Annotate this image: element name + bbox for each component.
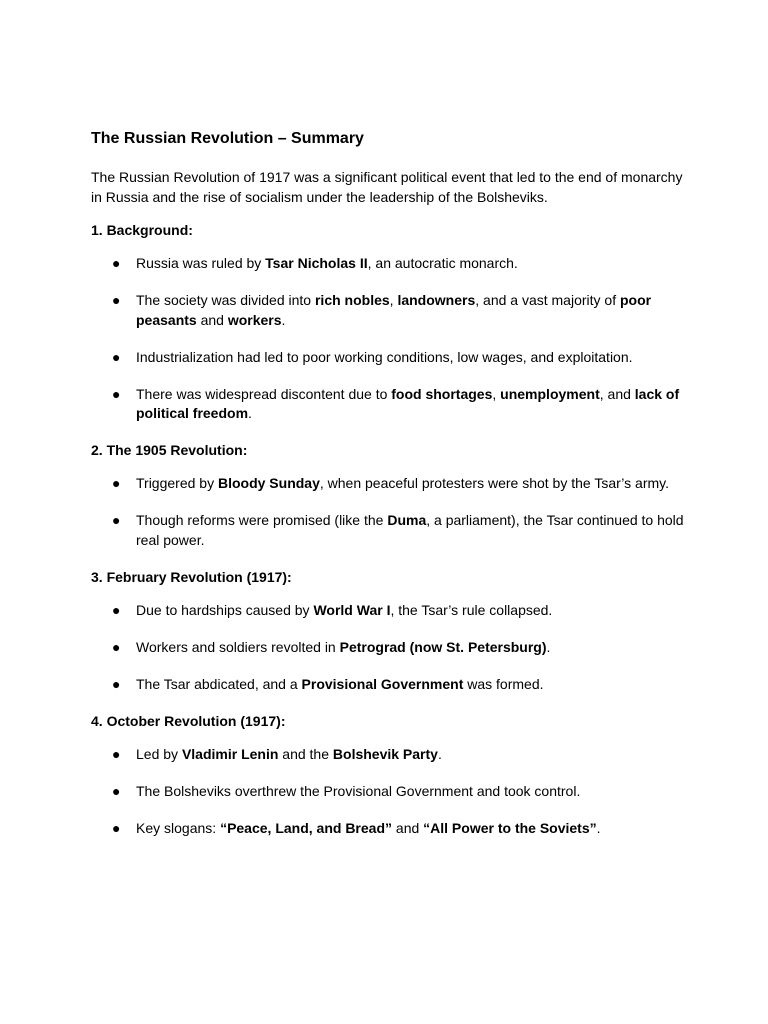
intro-paragraph: The Russian Revolution of 1917 was a significant political event that led to the end of monarchy in Russia and the rise of socialism under the leadership of the Bolsheviks.: [91, 169, 683, 205]
text-run: Key slogans:: [136, 819, 221, 836]
bold-text: poor peasants: [136, 292, 652, 328]
list-item: [91, 745, 691, 765]
section-heading: 1. Background:: [91, 222, 193, 238]
bold-text: rich nobles: [314, 292, 390, 308]
text-run: Industrialization had led to poor working conditions, low wages, and exploitation.: [136, 348, 633, 365]
bold-text: food shortages: [391, 385, 493, 402]
text-run: Workers and soldiers revolted in: [136, 638, 340, 655]
text-run: .: [248, 405, 252, 421]
text-run: The Tsar abdicated, and a: [136, 675, 302, 692]
section-heading: 2. The 1905 Revolution:: [91, 442, 248, 458]
bold-text: “All Power to the Soviets”: [423, 819, 597, 836]
bold-text: Petrograd (now St. Petersburg): [339, 638, 547, 655]
text-run: , when peaceful protesters were shot by the Tsar’s army.: [319, 475, 670, 491]
list-item: [91, 291, 691, 330]
text-run: There was widespread discontent due to: [136, 385, 392, 402]
bullet-list: [91, 601, 691, 695]
text-run: was formed.: [463, 675, 544, 692]
list-item: [91, 254, 691, 274]
text-run: Russia was ruled by: [136, 255, 266, 271]
bold-text: Bloody Sunday: [217, 475, 320, 491]
list-item: [91, 782, 691, 802]
bullet-list: [91, 474, 691, 550]
text-run: , the Tsar’s rule collapsed.: [390, 601, 553, 618]
sections-container: [91, 221, 691, 838]
text-run: Triggered by: [136, 475, 218, 491]
text-run: , an autocratic monarch.: [367, 255, 518, 271]
text-run: , and: [599, 385, 635, 402]
list-item: [91, 348, 691, 368]
text-run: and the: [278, 745, 333, 762]
text-run: The Bolsheviks overthrew the Provisional Government and took control.: [136, 782, 581, 799]
bullet-icon: ●: [112, 255, 121, 271]
bold-text: unemployment: [500, 385, 600, 402]
section-3: [91, 568, 691, 695]
text-run: Though reforms were promised (like the: [136, 512, 388, 528]
section-heading: 4. October Revolution (1917):: [91, 712, 286, 729]
bullet-icon: ●: [112, 782, 121, 799]
section-2: [91, 441, 691, 550]
list-item: [91, 638, 691, 658]
text-run: Led by: [136, 745, 182, 762]
list-item: [91, 511, 691, 550]
bold-text: Provisional Government: [301, 675, 464, 692]
text-run: The society was divided into: [136, 292, 315, 308]
bold-text: Tsar Nicholas II: [265, 255, 368, 271]
bullet-icon: ●: [112, 745, 121, 762]
text-run: Due to hardships caused by: [136, 601, 314, 618]
document-title: The Russian Revolution – Summary: [91, 130, 364, 147]
bullet-icon: ●: [112, 475, 121, 491]
list-item: [91, 474, 691, 494]
text-run: ,: [389, 292, 398, 308]
bold-text: landowners: [397, 292, 476, 308]
bullet-icon: ●: [112, 638, 121, 655]
bold-text: Duma: [387, 512, 427, 528]
section-heading: 3. February Revolution (1917):: [91, 568, 292, 585]
bold-text: World War I: [313, 601, 391, 618]
bullet-icon: ●: [112, 675, 121, 692]
text-run: ,: [492, 385, 501, 402]
bullet-icon: ●: [112, 348, 121, 365]
list-item: [91, 819, 691, 839]
list-item: [91, 385, 691, 424]
text-run: .: [437, 745, 442, 762]
bold-text: workers: [227, 311, 282, 328]
bold-text: Vladimir Lenin: [181, 745, 279, 762]
bullet-list: [91, 254, 691, 424]
text-run: .: [596, 819, 601, 836]
text-run: , and a vast majority of: [475, 292, 620, 308]
bullet-icon: ●: [112, 512, 121, 528]
document-page: [91, 128, 691, 856]
text-run: and: [196, 311, 228, 328]
bullet-list: [91, 745, 691, 839]
bold-text: Bolshevik Party: [332, 745, 438, 762]
text-run: and: [392, 819, 424, 836]
bold-text: lack of political freedom: [136, 385, 680, 421]
section-4: [91, 712, 691, 839]
bold-text: “Peace, Land, and Bread”: [220, 819, 393, 836]
text-run: .: [281, 311, 286, 328]
text-run: , a parliament), the Tsar continued to hold real power.: [136, 512, 684, 548]
bullet-icon: ●: [112, 819, 121, 836]
bullet-icon: ●: [112, 292, 121, 308]
list-item: [91, 675, 691, 695]
section-1: [91, 221, 691, 424]
text-run: .: [546, 638, 551, 655]
list-item: [91, 601, 691, 621]
bullet-icon: ●: [112, 385, 121, 402]
bullet-icon: ●: [112, 601, 121, 618]
